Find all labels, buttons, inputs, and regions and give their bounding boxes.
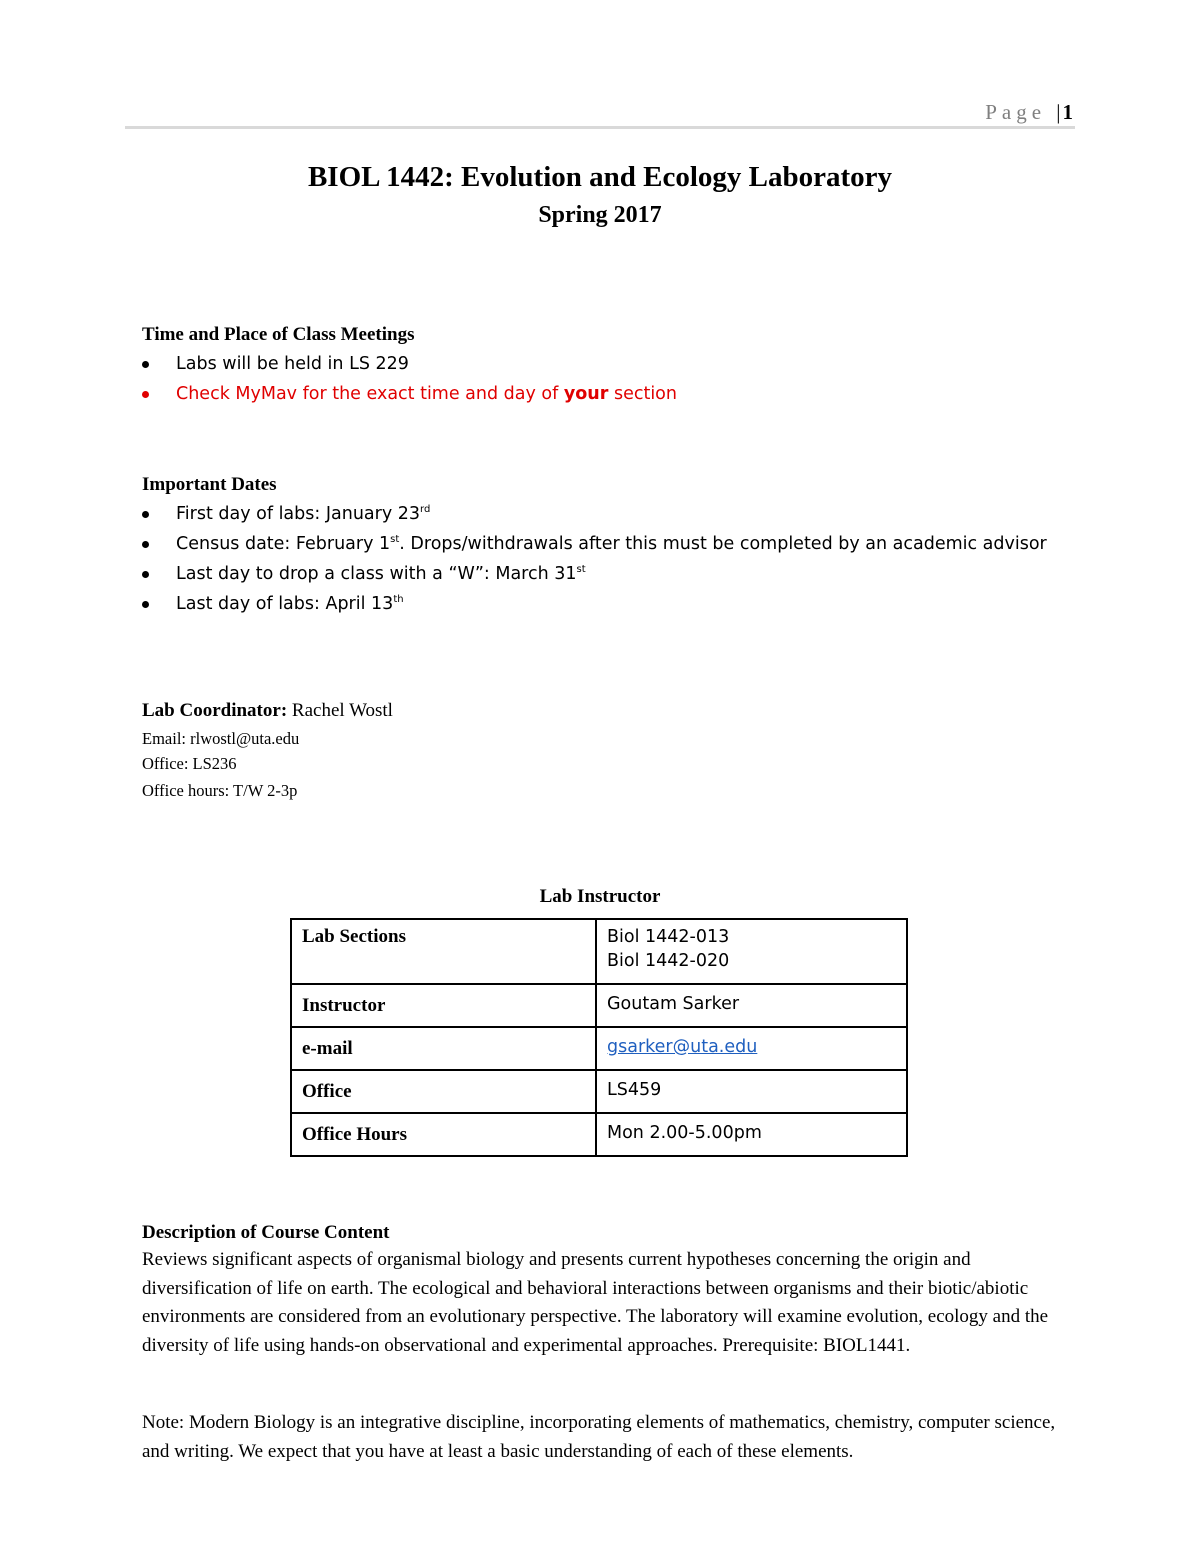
description-heading: Description of Course Content — [142, 1222, 390, 1243]
table-key: Lab Sections — [291, 919, 596, 984]
bullet-icon — [142, 571, 149, 578]
list-item: First day of labs: January 23rd — [142, 499, 1047, 529]
page-label: Page — [985, 100, 1047, 124]
meetings-heading: Time and Place of Class Meetings — [142, 324, 415, 345]
table-value: Mon 2.00-5.00pm — [596, 1113, 907, 1156]
table-value: Goutam Sarker — [596, 984, 907, 1027]
description-note: Note: Modern Biology is an integrative discipline, incorporating elements of mathematics, chemistry, computer science, and writing. We expect that you have at least a basic understanding of each of these elements. — [142, 1412, 1056, 1462]
table-value — [596, 1027, 907, 1070]
bullet-icon — [142, 511, 149, 518]
table-title: Lab Instructor — [539, 886, 661, 907]
table-key: Instructor — [291, 984, 596, 1027]
page-header — [125, 98, 1073, 126]
document-title: BIOL 1442: Evolution and Ecology Laboratory — [307, 161, 893, 193]
document-subtitle: Spring 2017 — [538, 202, 662, 228]
bullet-icon — [142, 541, 149, 548]
bullet-icon — [142, 361, 149, 368]
list-item: Last day to drop a class with a “W”: March 31st — [142, 559, 1047, 589]
instructor-email-link[interactable]: gsarker@uta.edu — [607, 1037, 758, 1057]
table-row — [291, 1027, 907, 1070]
list-item: Census date: February 1st. Drops/withdrawals after this must be completed by an academic advisor — [142, 529, 1047, 559]
table-row — [291, 919, 907, 984]
meetings-list — [142, 349, 677, 409]
table-key: Office — [291, 1070, 596, 1113]
table-key: e-mail — [291, 1027, 596, 1070]
coordinator-email: Email: rlwostl@uta.edu — [142, 729, 300, 748]
table-row — [291, 1070, 907, 1113]
page-separator: | — [1056, 100, 1061, 124]
dates-heading: Important Dates — [142, 474, 277, 495]
header-rule — [125, 126, 1075, 129]
bullet-icon — [142, 601, 149, 608]
coordinator-line — [142, 698, 393, 724]
table-value: Biol 1442-013 Biol 1442-020 — [596, 919, 907, 984]
dates-list — [142, 499, 1047, 619]
description-paragraph: Reviews significant aspects of organismal biology and presents current hypotheses concerning the origin and diversification of life on earth. The ecological and behavioral interactions between organisms and their biotic/abiotic environments are considered from an evolutionary perspective. The laboratory will examine evolution, ecology and the diversity of life using hands-on observational and experimental approaches. Prerequisite: BIOL1441. — [142, 1249, 1049, 1356]
coordinator-office: Office: LS236 — [142, 754, 237, 773]
coordinator-label: Lab Coordinator: — [142, 700, 288, 721]
page-number: 1 — [1062, 100, 1073, 124]
table-row — [291, 984, 907, 1027]
coordinator-name: Rachel Wostl — [291, 700, 393, 721]
table-value: LS459 — [596, 1070, 907, 1113]
table-row — [291, 1113, 907, 1156]
instructor-table — [290, 918, 908, 1157]
list-item: Check MyMav for the exact time and day of your section — [142, 379, 677, 409]
table-key: Office Hours — [291, 1113, 596, 1156]
list-item: Labs will be held in LS 229 — [142, 349, 677, 379]
coordinator-hours: Office hours: T/W 2-3p — [142, 781, 298, 800]
list-item: Last day of labs: April 13th — [142, 589, 1047, 619]
bullet-icon — [142, 391, 149, 398]
